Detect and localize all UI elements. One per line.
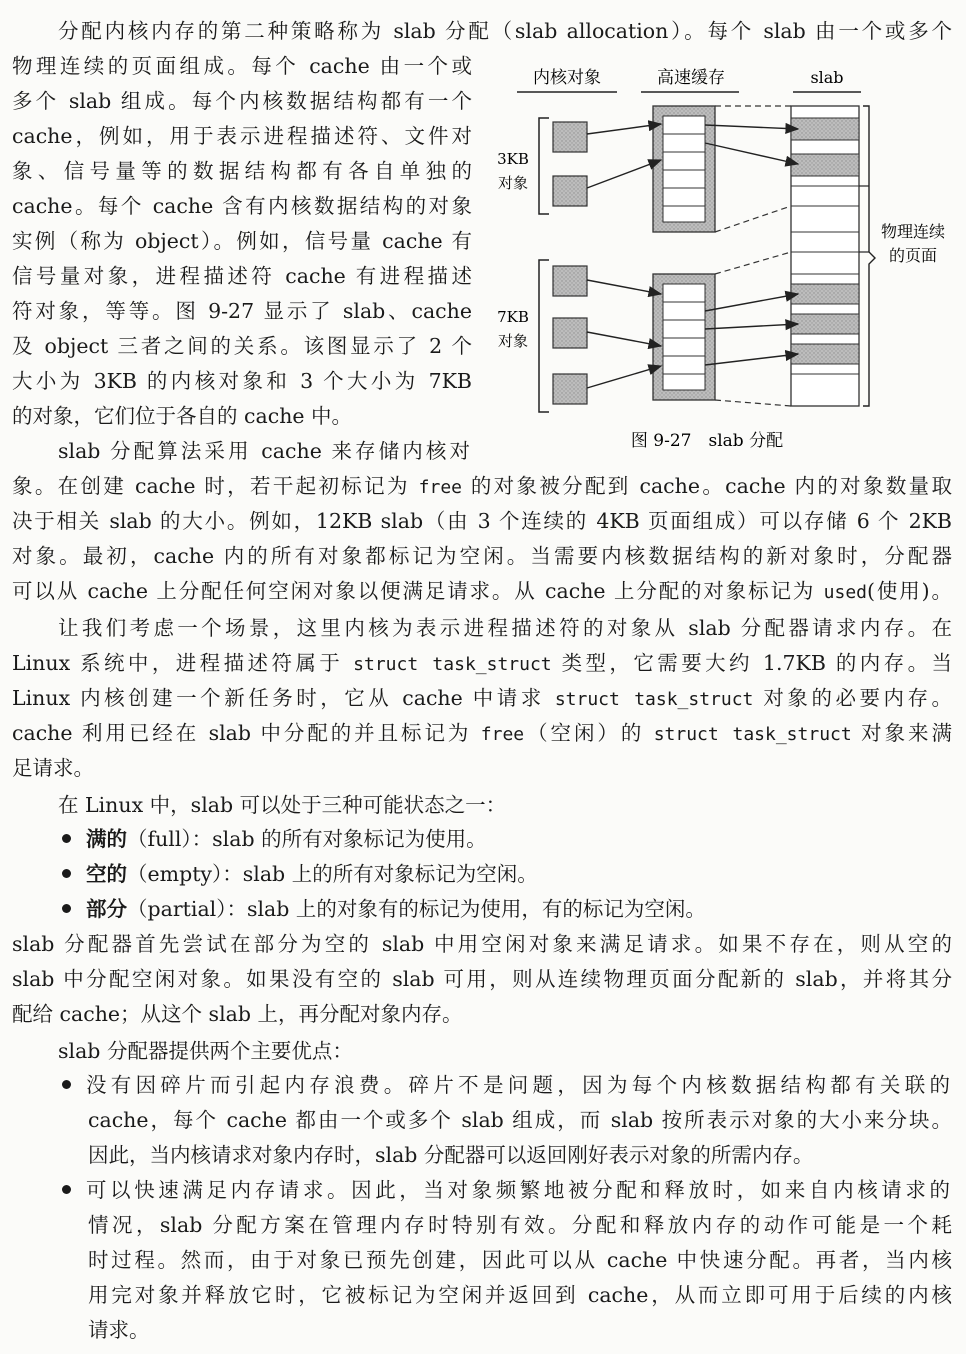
code-free: free — [480, 724, 525, 745]
advantage-line: cache，每个 cache 都由一个或多个 slab 组成，而 slab 按所表示对象的大小来分块。 — [88, 1108, 952, 1132]
object-7kb — [553, 374, 587, 404]
header-caches: 高速缓存 — [657, 68, 725, 88]
object-7kb — [553, 266, 587, 296]
code-task-struct: struct task_struct — [353, 654, 552, 675]
paragraph-line: Linux 系统中，进程描述符属于 struct task_struct 类型，它需要大约 1.7KB 的内存。当 — [12, 651, 953, 675]
label-3kb: 3KB — [497, 150, 529, 168]
paragraph-line: 大小为 3KB 的内核对象和 3 个大小为 7KB — [12, 369, 472, 393]
advantage-line: 情况，slab 分配方案在管理内存时特别有效。分配和释放内存的动作可能是一个耗 — [88, 1213, 952, 1237]
paragraph-line: 的对象，它们位于各自的 cache 中。 — [12, 404, 353, 428]
advantage-line: 可以快速满足内存请求。因此，当对象频繁地被分配和释放时，如来自内核请求的 — [86, 1178, 950, 1202]
paragraph-line: 及 object 三者之间的关系。该图显示了 2 个 — [12, 334, 472, 358]
paragraph-line: slab 中分配空闲对象。如果没有空的 slab 可用，则从连续物理页面分配新的 slab，并将其分 — [12, 967, 952, 991]
paragraph-line: 让我们考虑一个场景，这里内核为表示进程描述符的对象从 slab 分配器请求内存。在 — [58, 616, 952, 640]
advantage-line: 没有因碎片而引起内存浪费。碎片不是问题，因为每个内核数据结构都有关联的 — [86, 1073, 950, 1097]
paragraph-line: 对象。最初，cache 内的所有对象都标记为空闲。当需要内核数据结构的新对象时，分配器 — [12, 544, 952, 568]
paragraph-line: cache 利用已经在 slab 中分配的并且标记为 free（空闲）的 struct task_struct 对象来满 — [12, 721, 952, 745]
paragraph-line: slab 分配器首先尝试在部分为空的 slab 中用空闲对象来满足请求。如果不存在，则从空的 — [12, 932, 952, 956]
code-free: free — [418, 477, 462, 498]
paragraph-line: cache。每个 cache 含有内核数据结构的对象 — [12, 194, 472, 218]
paragraph-line: 实例（称为 object）。例如，信号量 cache 有 — [12, 229, 472, 253]
state-partial: 部分（partial）：slab 上的对象有的标记为使用，有的标记为空闲。 — [86, 897, 706, 921]
paragraph-line: slab 分配算法采用 cache 来存储内核对 — [58, 439, 470, 463]
code-task-struct: struct task_struct — [554, 689, 754, 710]
advantage-line: 时过程。然而，由于对象已预先创建，因此可以从 cache 中快速分配。再者，当内核 — [88, 1248, 952, 1272]
bullet-icon — [62, 834, 74, 846]
label-7kb: 7KB — [497, 308, 529, 326]
code-task-struct: struct task_struct — [653, 724, 852, 745]
paragraph-line: 物理连续的页面组成。每个 cache 由一个或 — [12, 54, 472, 78]
advantage-line: 请求。 — [88, 1318, 150, 1342]
bullet-icon — [62, 869, 74, 881]
figure-caption: 图 9-27 slab 分配 — [630, 431, 784, 451]
advantage-line: 因此，当内核请求对象内存时，slab 分配器可以返回刚好表示对象的所需内存。 — [88, 1143, 814, 1167]
paragraph-line: 配给 cache；从这个 slab 上，再分配对象内存。 — [12, 1002, 463, 1026]
advantage-line: 用完对象并释放它时，它被标记为空闲并返回到 cache，从而立即可用于后续的内核 — [88, 1283, 952, 1307]
state-empty: 空的（empty）：slab 上的所有对象标记为空闲。 — [86, 862, 538, 886]
paragraph-line: 可以从 cache 上分配任何空闲对象以便满足请求。从 cache 上分配的对象标记为 used(使用)。 — [12, 579, 953, 603]
code-used: used — [823, 582, 868, 603]
slab-allocation-figure — [485, 56, 955, 466]
object-7kb — [553, 318, 587, 348]
bullet-icon — [62, 1185, 74, 1197]
cache-7kb — [653, 274, 715, 400]
paragraph-line: 信号量对象，进程描述符 cache 有进程描述 — [12, 264, 472, 288]
paragraph-line: 足请求。 — [12, 756, 94, 780]
paragraph-line: 多个 slab 组成。每个内核数据结构都有一个 — [12, 89, 472, 113]
label-physical-contiguous: 物理连续 — [880, 222, 946, 241]
object-3kb — [553, 176, 587, 206]
paragraph-line: 分配内核内存的第二种策略称为 slab 分配（slab allocation）。每个 slab 由一个或多个 — [58, 19, 952, 43]
advantages-intro: slab 分配器提供两个主要优点： — [58, 1039, 353, 1063]
header-slabs: slab — [810, 68, 844, 87]
state-full: 满的（full）：slab 的所有对象标记为使用。 — [86, 827, 487, 851]
paragraph-line: 符对象，等等。图 9-27 显示了 slab、cache — [12, 299, 472, 323]
object-3kb — [553, 122, 587, 152]
label-pages: 的页面 — [888, 246, 938, 265]
paragraph-line: cache，例如，用于表示进程描述符、文件对 — [12, 124, 472, 148]
label-7kb-objects: 对象 — [497, 332, 529, 350]
paragraph-line: 决于相关 slab 的大小。例如，12KB slab（由 3 个连续的 4KB 页面组成）可以存储 6 个 2KB — [12, 509, 952, 533]
header-kernel-objects: 内核对象 — [533, 68, 601, 88]
bullet-icon — [62, 1080, 74, 1092]
paragraph-line: Linux 内核创建一个新任务时，它从 cache 中请求 struct task_struct 对象的必要内存。 — [12, 686, 952, 710]
label-3kb-objects: 对象 — [497, 174, 529, 192]
bullet-icon — [62, 904, 74, 916]
states-intro: 在 Linux 中，slab 可以处于三种可能状态之一： — [58, 793, 507, 817]
physical-pages-column — [791, 106, 859, 406]
paragraph-line: 象、信号量等的数据结构都有各自单独的 — [12, 159, 472, 183]
paragraph-line: 象。在创建 cache 时，若干起初标记为 free 的对象被分配到 cache。cache 内的对象数量取 — [12, 474, 952, 498]
